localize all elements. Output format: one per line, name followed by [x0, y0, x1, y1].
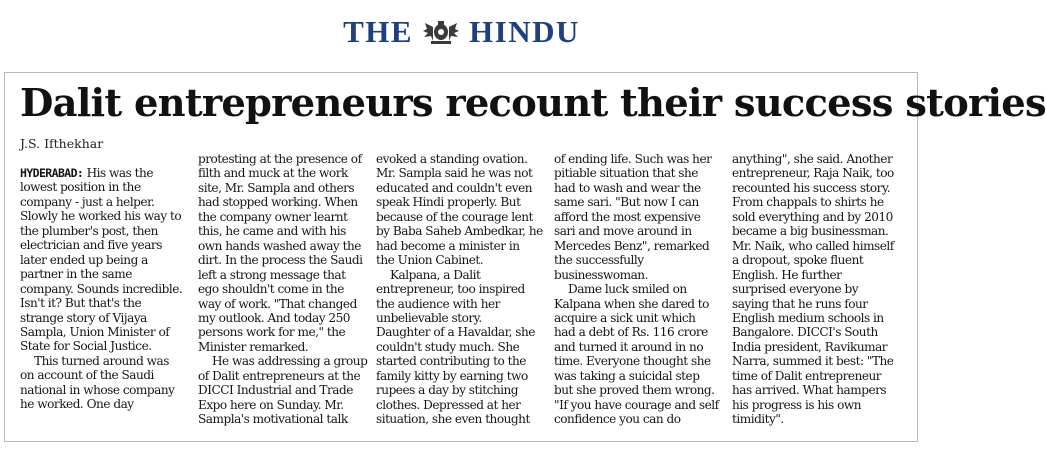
article-line: has arrived. What hampers	[732, 383, 887, 398]
article-line: time. Everyone thought she	[554, 354, 711, 369]
masthead-the: THE	[343, 14, 414, 49]
article-line: sold everything and by 2010	[732, 209, 893, 224]
article-line: Mr. Naik, who called himself	[732, 238, 894, 253]
article-line: had to wash and wear the	[554, 180, 701, 195]
article-column-5	[732, 152, 912, 438]
article-line: clothes. Depressed at her	[376, 397, 521, 412]
article-line: Narra, summed it best: "The	[732, 354, 894, 369]
article-line: timidity".	[732, 412, 784, 427]
article-line: unbelievable story.	[376, 310, 482, 325]
article-line: my outlook. And today 250	[198, 310, 350, 325]
article-line: Slowly he worked his way to	[20, 209, 182, 224]
article-line: From chappals to shirts he	[732, 195, 884, 210]
article-line: Minister remarked.	[198, 339, 309, 354]
article-line: dirt. In the process the Saudi	[198, 253, 363, 268]
article-line: because of the courage lent	[376, 209, 533, 224]
article-line: sari and move around in	[554, 224, 692, 239]
article-line: started contributing to the	[376, 354, 526, 369]
article-line: English. He further	[732, 267, 842, 282]
article-line: DICCI Industrial and Trade	[198, 383, 353, 398]
article-line: Isn't it? But that's the	[20, 296, 142, 311]
article-line: but she proved them wrong.	[554, 383, 715, 398]
article-line: by Baba Saheb Ambedkar, he	[376, 224, 543, 239]
article-line: Sampla, Union Minister of	[20, 324, 170, 339]
article-line: of ending life. Such was her	[554, 152, 712, 166]
article-line: this, he came and with his	[198, 224, 346, 239]
article-line: electrician and five years	[20, 238, 162, 253]
article-line: the plumber's post, then	[20, 223, 158, 238]
article-line: site, Mr. Sampla and others	[198, 180, 355, 195]
article-line	[20, 166, 190, 180]
article-line: He was addressing a group	[212, 354, 368, 369]
article-line: partner in the same	[20, 267, 132, 282]
article-line: educated and couldn't even	[376, 180, 533, 195]
article-line: had become a minister in	[376, 238, 520, 253]
article-line: protesting at the presence of	[198, 152, 362, 166]
article-line: way of work. "That changed	[198, 296, 357, 311]
article-line: afford the most expensive	[554, 209, 701, 224]
article-line: speak Hindi properly. But	[376, 195, 521, 210]
article-line: persons work for me," the	[198, 325, 346, 340]
article-column-2	[198, 152, 368, 438]
article-line: had a debt of Rs. 116 crore	[554, 325, 708, 340]
article-line: recounted his success story.	[732, 180, 891, 195]
article-line: ego shouldn't come in the	[198, 282, 344, 297]
article-line: evoked a standing ovation.	[376, 152, 528, 166]
article-line: same sari. "But now I can	[554, 195, 699, 210]
article-line: businesswoman.	[554, 267, 648, 282]
article-byline: J.S. Ifthekhar	[20, 136, 104, 151]
article-line: India president, Ravikumar	[732, 339, 888, 354]
article-line: lowest position in the	[20, 180, 141, 195]
article-line: the Union Cabinet.	[376, 253, 484, 268]
article-column-1	[20, 166, 190, 452]
article-line-text: His was the	[83, 166, 153, 180]
article-dateline: HYDERABAD:	[20, 166, 84, 180]
article-line: of Dalit entrepreneurs at the	[198, 368, 361, 383]
article-headline: Dalit entrepreneurs recount their success stories	[20, 81, 1046, 126]
article-line: Kalpana, a Dalit	[390, 267, 481, 282]
article-line: acquire a sick unit which	[554, 310, 696, 325]
masthead	[0, 12, 923, 52]
article-line: Expo here on Sunday. Mr.	[198, 397, 344, 412]
article-line: Mercedes Benz", remarked	[554, 238, 710, 253]
masthead-emblem-icon	[421, 17, 461, 47]
article-line: pitiable situation that she	[554, 166, 698, 181]
article-line: filth and muck at the work	[198, 166, 348, 181]
article-line: left a strong message that	[198, 267, 346, 282]
article-line: he worked. One day	[20, 397, 134, 412]
article-line: rupees a day by stitching	[376, 383, 519, 398]
article-line: couldn't study much. She	[376, 339, 520, 354]
article-line: and turned it around in no	[554, 339, 704, 354]
article-line: later ended up being a	[20, 252, 148, 267]
article-line: on account of the Saudi	[20, 368, 154, 383]
article-line: the audience with her	[376, 296, 500, 311]
article-line: became a big businessman.	[732, 224, 889, 239]
article-line: Mr. Sampla said he was not	[376, 166, 533, 181]
article-line: saying that he runs four	[732, 296, 868, 311]
article-line: English medium schools in	[732, 310, 884, 325]
article-line: surprised everyone by	[732, 282, 859, 297]
article-line: national in whose company	[20, 382, 175, 397]
article-line: company - just a helper.	[20, 194, 155, 209]
article-line: anything", she said. Another	[732, 152, 893, 166]
article-line: his progress is his own	[732, 397, 861, 412]
article-line: This turned around was	[34, 353, 169, 368]
article-line: Kalpana when she dared to	[554, 296, 709, 311]
article-line: entrepreneur, Raja Naik, too	[732, 166, 894, 181]
article-line: the successfully	[554, 253, 644, 268]
masthead-hindu: HINDU	[469, 14, 580, 49]
article-line: the company owner learnt	[198, 209, 348, 224]
article-line: Bangalore. DICCI's South	[732, 325, 878, 340]
article-line: had stopped working. When	[198, 195, 358, 210]
article-line: "If you have courage and self	[554, 397, 719, 412]
article-line: Sampla's motivational talk	[198, 412, 348, 427]
article-line: a dropout, spoke fluent	[732, 253, 864, 268]
article-line: family kitty by earning two	[376, 368, 528, 383]
article-line: Dame luck smiled on	[568, 282, 687, 297]
article-line: entrepreneur, too inspired	[376, 282, 525, 297]
article-line: situation, she even thought	[376, 412, 530, 427]
article-line: time of Dalit entrepreneur	[732, 368, 882, 383]
article-line: was taking a suicidal step	[554, 368, 700, 383]
article-line: State for Social Justice.	[20, 339, 152, 354]
article-line: own hands washed away the	[198, 238, 361, 253]
article-line: company. Sounds incredible.	[20, 281, 183, 296]
article-column-4	[554, 152, 724, 438]
article-column-3	[376, 152, 546, 438]
article-line: confidence you can do	[554, 412, 681, 427]
article-line: Daughter of a Havaldar, she	[376, 325, 535, 340]
article-line: strange story of Vijaya	[20, 310, 147, 325]
